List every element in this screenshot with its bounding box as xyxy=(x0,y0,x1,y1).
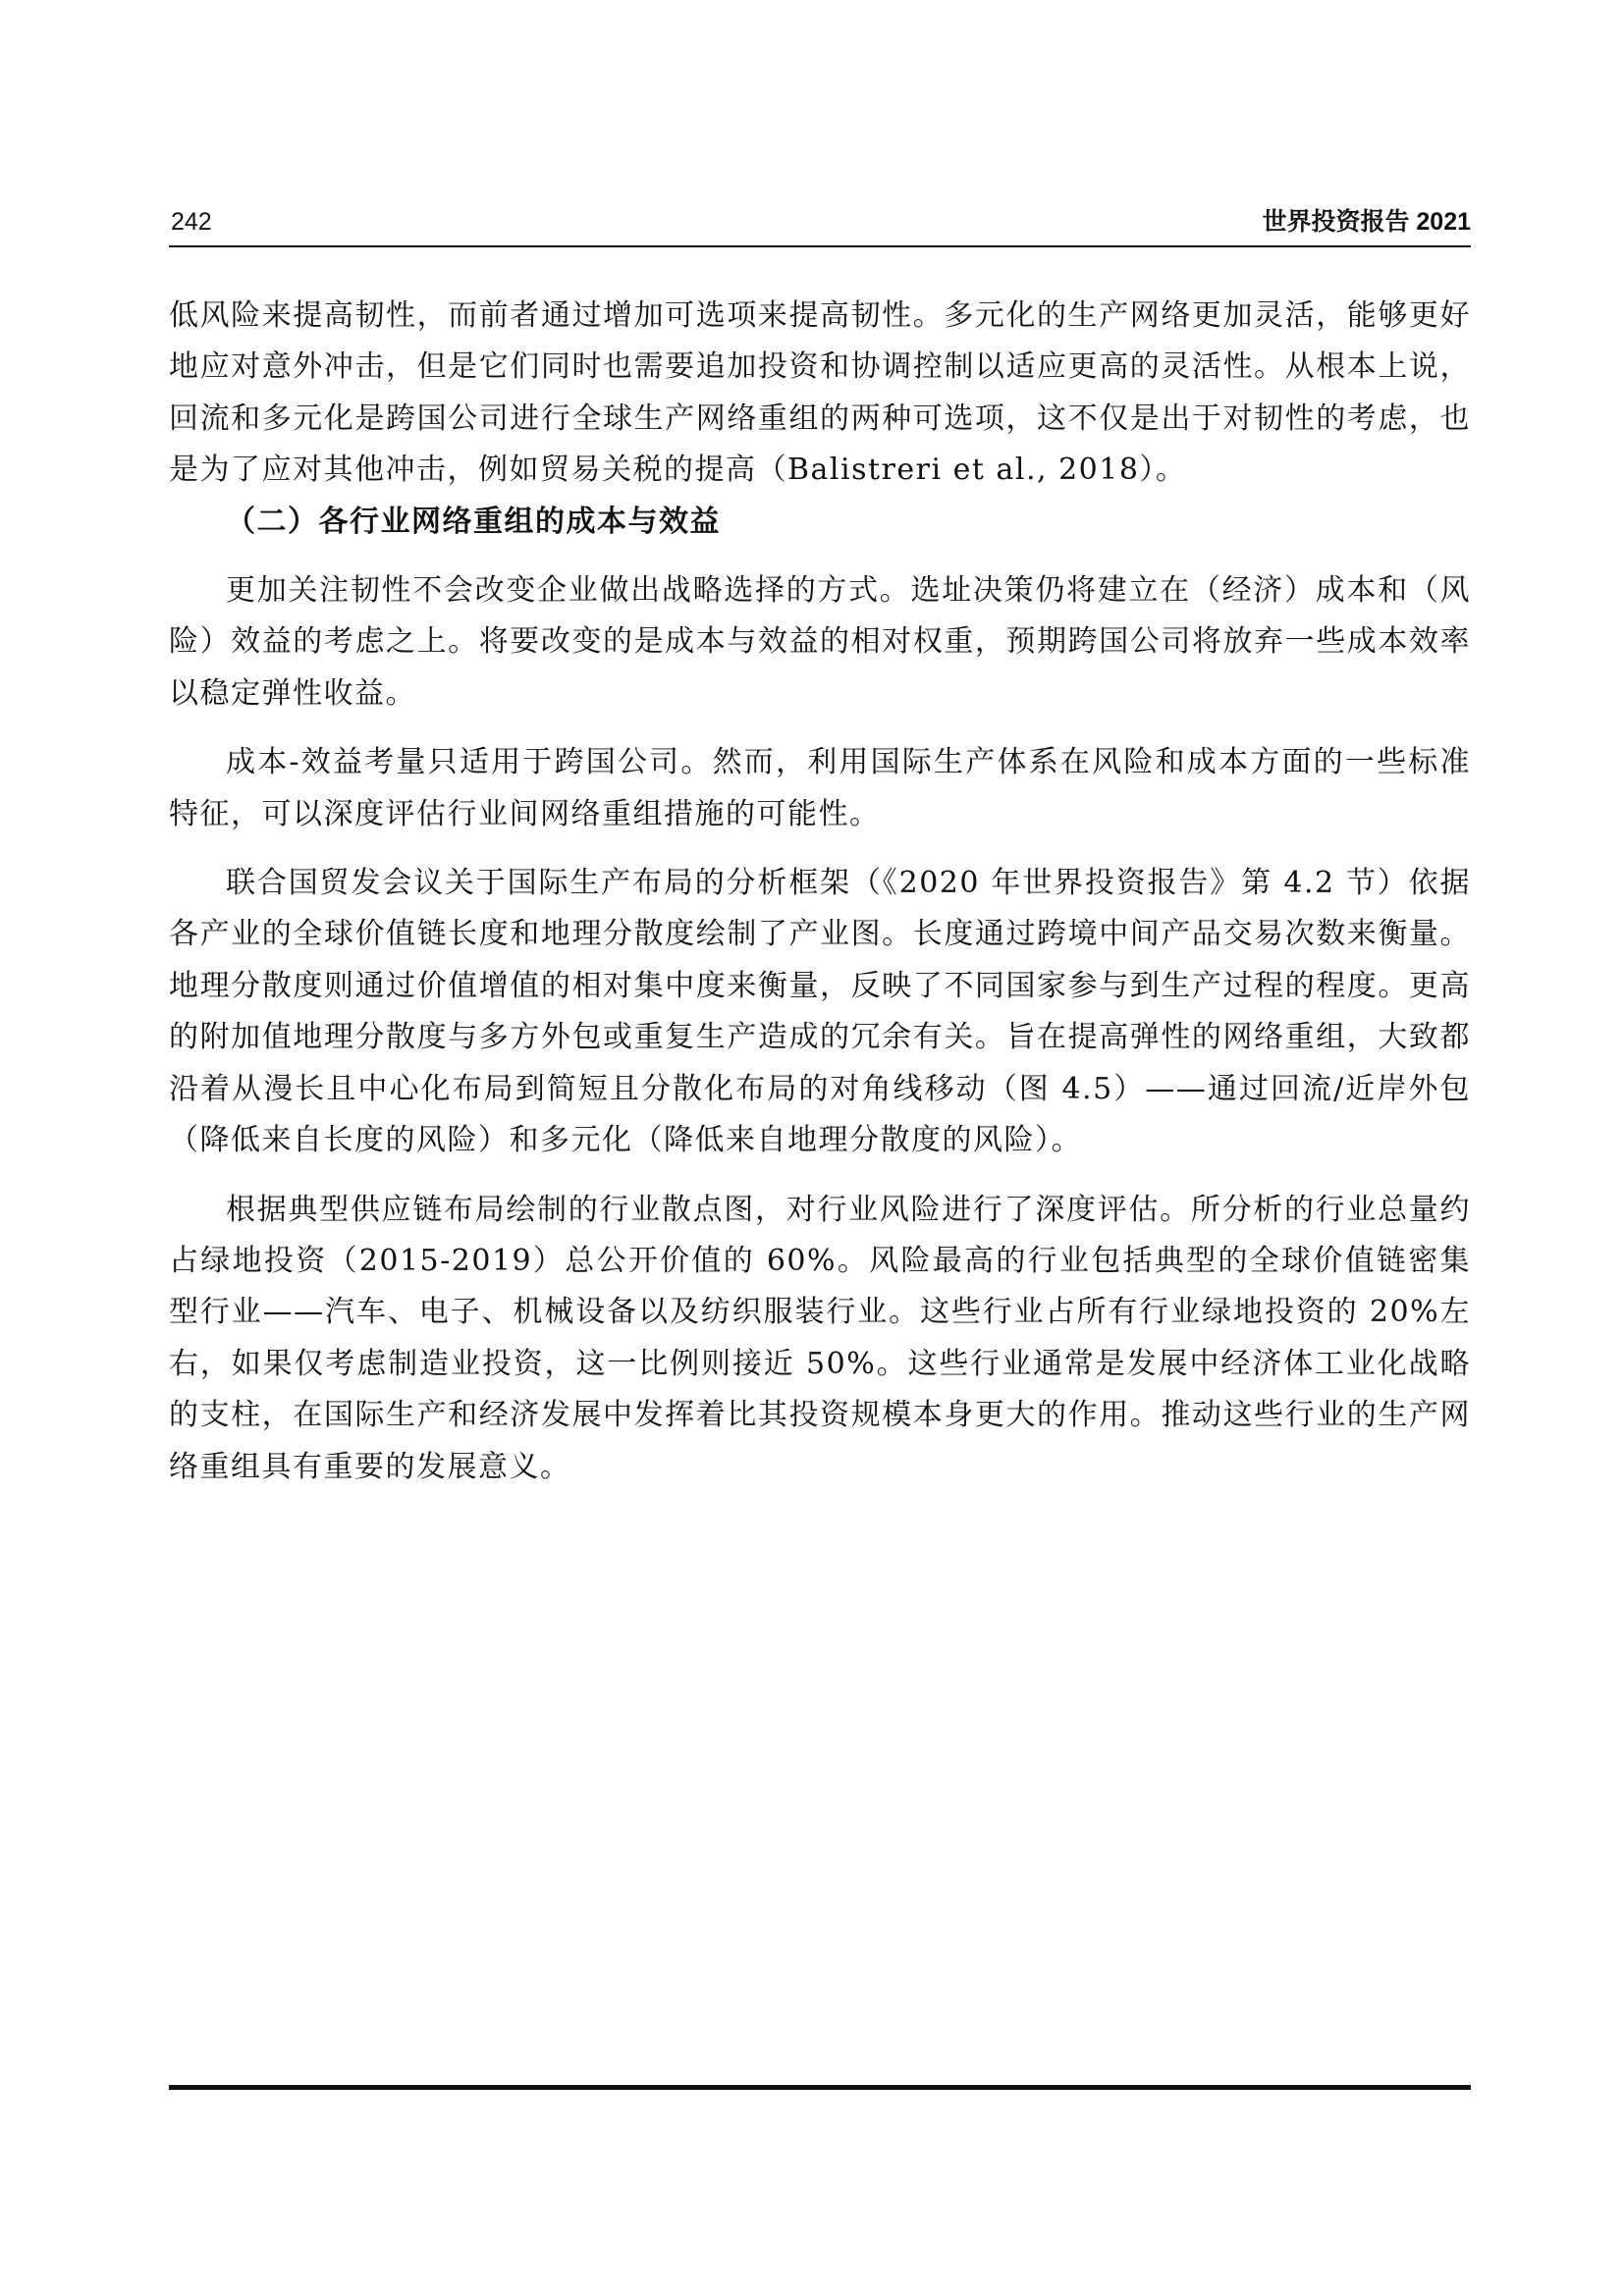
footer-rule xyxy=(169,2085,1471,2090)
page-header xyxy=(169,200,1471,243)
paragraph: 更加关注韧性不会改变企业做出战略选择的方式。选址决策仍将建立在（经济）成本和（风险）效益的考虑之上。将要改变的是成本与效益的相对权重，预期跨国公司将放弃一些成本效率以稳定弹性收益。 xyxy=(169,573,1471,711)
header-rule xyxy=(169,245,1471,247)
paragraph-continued: 低风险来提高韧性，而前者通过增加可选项来提高韧性。多元化的生产网络更加灵活，能够更好地应对意外冲击，但是它们同时也需要追加投资和协调控制以适应更高的灵活性。从根本上说，回流和多元化是跨国公司进行全球生产网络重组的两种可选项，这不仅是出于对韧性的考虑，也是为了应对其他冲击，例如贸易关税的提高（Balistreri et al., 2018）。 xyxy=(169,298,1471,488)
running-title: 世界投资报告 2021 xyxy=(1262,208,1471,236)
paragraph: 成本-效益考量只适用于跨国公司。然而，利用国际生产体系在风险和成本方面的一些标准特征，可以深度评估行业间网络重组措施的可能性。 xyxy=(169,745,1471,831)
page-body xyxy=(169,291,1471,1493)
paragraph: 根据典型供应链布局绘制的行业散点图，对行业风险进行了深度评估。所分析的行业总量约占绿地投资（2015-2019）总公开价值的 60%。风险最高的行业包括典型的全球价值链密集型行业——汽车、电子、机械设备以及纺织服装行业。这些行业占所有行业绿地投资的 20%左右，如果仅考虑制造业投资，这一比例则接近 50%。这些行业通常是发展中经济体工业化战略的支柱，在国际生产和经济发展中发挥着比其投资规模本身更大的作用。推动这些行业的生产网络重组具有重要的发展意义。 xyxy=(169,1192,1471,1484)
page-number: 242 xyxy=(171,208,212,236)
paragraph: 联合国贸发会议关于国际生产布局的分析框架（《2020 年世界投资报告》第 4.2 节）依据各产业的全球价值链长度和地理分散度绘制了产业图。长度通过跨境中间产品交易次数来衡量。地理分散度则通过价值增值的相对集中度来衡量，反映了不同国家参与到生产过程的程度。更高的附加值地理分散度与多方外包或重复生产造成的冗余有关。旨在提高弹性的网络重组，大致都沿着从漫长且中心化布局到简短且分散化布局的对角线移动（图 4.5）——通过回流/近岸外包（降低来自长度的风险）和多元化（降低来自地理分散度的风险）。 xyxy=(169,866,1471,1158)
section-heading: （二）各行业网络重组的成本与效益 xyxy=(226,504,721,539)
